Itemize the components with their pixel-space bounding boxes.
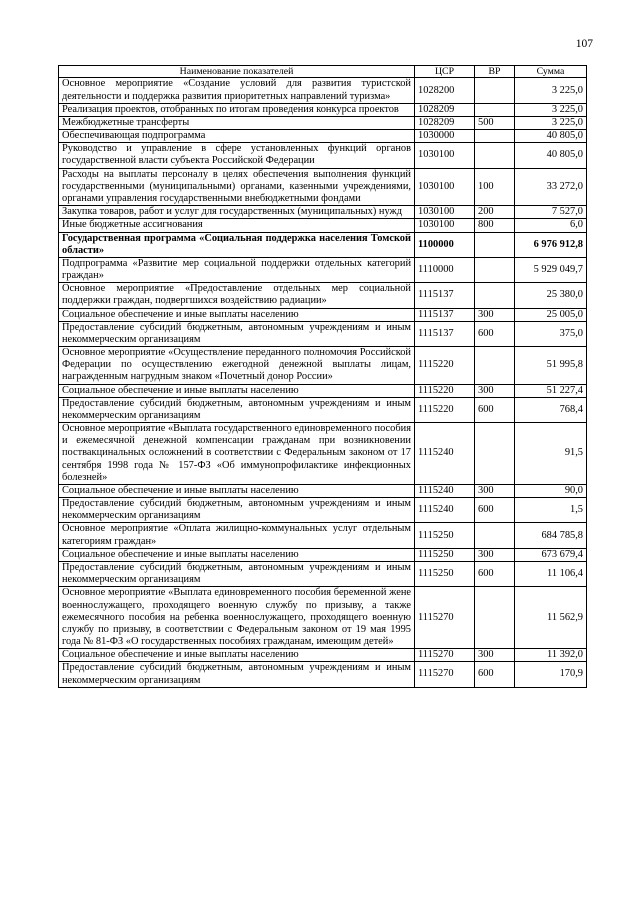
row-vr-cell xyxy=(475,130,515,143)
row-vr-cell: 500 xyxy=(475,116,515,129)
row-name-cell: Государственная программа «Социальная поддержка населения Томской области» xyxy=(59,232,415,257)
row-name-cell: Социальное обеспечение и иные выплаты населению xyxy=(59,484,415,497)
row-sum-cell: 3 225,0 xyxy=(515,78,587,103)
row-vr-cell: 100 xyxy=(475,168,515,206)
table-row xyxy=(59,347,587,385)
row-name-cell: Предоставление субсидий бюджетным, автономным учреждениям и иным некоммерческим организациям xyxy=(59,498,415,523)
table-row xyxy=(59,78,587,103)
row-vr-cell xyxy=(475,587,515,649)
row-sum-cell: 91,5 xyxy=(515,423,587,485)
row-vr-cell xyxy=(475,423,515,485)
row-vr-cell: 600 xyxy=(475,397,515,422)
row-csr-cell: 1115137 xyxy=(415,308,475,321)
row-csr-cell: 1028200 xyxy=(415,78,475,103)
row-csr-cell: 1028209 xyxy=(415,103,475,116)
row-sum-cell: 170,9 xyxy=(515,662,587,687)
row-name-cell: Предоставление субсидий бюджетным, автономным учреждениям и иным некоммерческим организациям xyxy=(59,321,415,346)
row-sum-cell: 3 225,0 xyxy=(515,116,587,129)
row-name-cell: Основное мероприятие «Оплата жилищно-коммунальных услуг отдельным категориям граждан» xyxy=(59,523,415,548)
page-number: 107 xyxy=(575,38,593,50)
row-vr-cell: 200 xyxy=(475,206,515,219)
row-sum-cell: 3 225,0 xyxy=(515,103,587,116)
row-csr-cell: 1115250 xyxy=(415,548,475,561)
row-csr-cell: 1030100 xyxy=(415,143,475,168)
row-csr-cell: 1115240 xyxy=(415,423,475,485)
table-row xyxy=(59,649,587,662)
row-sum-cell: 6,0 xyxy=(515,219,587,232)
row-name-cell: Основное мероприятие «Создание условий для развития туристской деятельности и поддержка развития приоритетных направлений туризма» xyxy=(59,78,415,103)
row-vr-cell xyxy=(475,143,515,168)
row-csr-cell: 1110000 xyxy=(415,257,475,282)
table-row xyxy=(59,384,587,397)
row-csr-cell: 1115240 xyxy=(415,498,475,523)
row-sum-cell: 1,5 xyxy=(515,498,587,523)
row-vr-cell: 800 xyxy=(475,219,515,232)
row-name-cell: Реализация проектов, отобранных по итогам проведения конкурса проектов xyxy=(59,103,415,116)
row-name-cell: Основное мероприятие «Предоставление отдельных мер социальной поддержки граждан, подвергшихся воздействию радиации» xyxy=(59,283,415,308)
row-vr-cell: 600 xyxy=(475,321,515,346)
row-csr-cell: 1115270 xyxy=(415,587,475,649)
row-vr-cell: 300 xyxy=(475,649,515,662)
row-name-cell: Предоставление субсидий бюджетным, автономным учреждениям и иным некоммерческим организациям xyxy=(59,397,415,422)
row-vr-cell: 300 xyxy=(475,548,515,561)
row-vr-cell xyxy=(475,103,515,116)
row-name-cell: Предоставление субсидий бюджетным, автономным учреждениям и иным некоммерческим организациям xyxy=(59,561,415,586)
row-sum-cell: 40 805,0 xyxy=(515,143,587,168)
table-row xyxy=(59,523,587,548)
row-vr-cell xyxy=(475,257,515,282)
table-header-row xyxy=(59,66,587,78)
row-vr-cell: 600 xyxy=(475,561,515,586)
row-vr-cell: 600 xyxy=(475,662,515,687)
row-csr-cell: 1115250 xyxy=(415,561,475,586)
table-body xyxy=(59,78,587,687)
row-csr-cell: 1115240 xyxy=(415,484,475,497)
row-sum-cell: 768,4 xyxy=(515,397,587,422)
row-csr-cell: 1115220 xyxy=(415,347,475,385)
header-name: Наименование показателей xyxy=(59,66,415,78)
row-name-cell: Обеспечивающая подпрограмма xyxy=(59,130,415,143)
row-csr-cell: 1100000 xyxy=(415,232,475,257)
row-name-cell: Межбюджетные трансферты xyxy=(59,116,415,129)
table-row xyxy=(59,484,587,497)
row-csr-cell: 1115250 xyxy=(415,523,475,548)
row-name-cell: Расходы на выплаты персоналу в целях обеспечения выполнения функций государственными (муниципальными) органами, казенными учреждениями, органами управления государственными внебюджетными фондами xyxy=(59,168,415,206)
row-sum-cell: 11 106,4 xyxy=(515,561,587,586)
row-csr-cell: 1115270 xyxy=(415,662,475,687)
table-row xyxy=(59,143,587,168)
row-vr-cell: 600 xyxy=(475,498,515,523)
row-sum-cell: 51 995,8 xyxy=(515,347,587,385)
row-csr-cell: 1028209 xyxy=(415,116,475,129)
row-csr-cell: 1115220 xyxy=(415,384,475,397)
table-row xyxy=(59,168,587,206)
row-vr-cell: 300 xyxy=(475,484,515,497)
row-name-cell: Основное мероприятие «Осуществление переданного полномочия Российской Федерации по осуществлению ежегодной денежной выплаты лицам, награжденным нагрудным знаком «Почетный донор России» xyxy=(59,347,415,385)
row-name-cell: Социальное обеспечение и иные выплаты населению xyxy=(59,548,415,561)
row-name-cell: Предоставление субсидий бюджетным, автономным учреждениям и иным некоммерческим организациям xyxy=(59,662,415,687)
row-csr-cell: 1030100 xyxy=(415,168,475,206)
row-sum-cell: 51 227,4 xyxy=(515,384,587,397)
row-name-cell: Социальное обеспечение и иные выплаты населению xyxy=(59,308,415,321)
row-vr-cell xyxy=(475,523,515,548)
table-row xyxy=(59,219,587,232)
header-csr: ЦСР xyxy=(415,66,475,78)
table-row xyxy=(59,130,587,143)
row-csr-cell: 1115137 xyxy=(415,283,475,308)
table-row xyxy=(59,397,587,422)
row-sum-cell: 11 562,9 xyxy=(515,587,587,649)
table-row xyxy=(59,548,587,561)
table-row xyxy=(59,283,587,308)
row-csr-cell: 1115137 xyxy=(415,321,475,346)
row-csr-cell: 1030000 xyxy=(415,130,475,143)
row-vr-cell xyxy=(475,347,515,385)
header-vr: ВР xyxy=(475,66,515,78)
table-row xyxy=(59,257,587,282)
row-vr-cell xyxy=(475,283,515,308)
row-name-cell: Иные бюджетные ассигнования xyxy=(59,219,415,232)
table-row xyxy=(59,498,587,523)
row-name-cell: Основное мероприятие «Выплата единовременного пособия беременной жене военнослужащего, проходящего военную службу по призыву, а также ежемесячного пособия на ребенка военнослужащего, проходящего военную службу по призыву, в соответствии с Федеральным законом от 19 мая 1995 года № 81-ФЗ «О государственных пособиях гражданам, имеющим детей» xyxy=(59,587,415,649)
row-name-cell: Закупка товаров, работ и услуг для государственных (муниципальных) нужд xyxy=(59,206,415,219)
budget-table xyxy=(58,65,587,688)
row-csr-cell: 1030100 xyxy=(415,219,475,232)
row-vr-cell xyxy=(475,78,515,103)
table-row xyxy=(59,232,587,257)
row-csr-cell: 1030100 xyxy=(415,206,475,219)
header-sum: Сумма xyxy=(515,66,587,78)
table-row xyxy=(59,103,587,116)
row-sum-cell: 33 272,0 xyxy=(515,168,587,206)
table-row xyxy=(59,587,587,649)
row-sum-cell: 7 527,0 xyxy=(515,206,587,219)
row-csr-cell: 1115270 xyxy=(415,649,475,662)
table-row xyxy=(59,206,587,219)
row-sum-cell: 90,0 xyxy=(515,484,587,497)
row-sum-cell: 6 976 912,8 xyxy=(515,232,587,257)
row-vr-cell: 300 xyxy=(475,384,515,397)
table-row xyxy=(59,561,587,586)
row-csr-cell: 1115220 xyxy=(415,397,475,422)
row-name-cell: Основное мероприятие «Выплата государственного единовременного пособия и ежемесячной денежной компенсации гражданам при возникновении поствакцинальных осложнений в соответствии с Федеральным законом от 17 сентября 1998 года № 157-ФЗ «Об иммунопрофилактике инфекционных болезней» xyxy=(59,423,415,485)
table-row xyxy=(59,423,587,485)
row-sum-cell: 375,0 xyxy=(515,321,587,346)
row-sum-cell: 25 005,0 xyxy=(515,308,587,321)
table-row xyxy=(59,308,587,321)
row-name-cell: Руководство и управление в сфере установленных функций органов государственной власти субъекта Российской Федерации xyxy=(59,143,415,168)
row-name-cell: Подпрограмма «Развитие мер социальной поддержки отдельных категорий граждан» xyxy=(59,257,415,282)
row-sum-cell: 684 785,8 xyxy=(515,523,587,548)
table-row xyxy=(59,321,587,346)
row-vr-cell: 300 xyxy=(475,308,515,321)
row-sum-cell: 673 679,4 xyxy=(515,548,587,561)
row-vr-cell xyxy=(475,232,515,257)
row-name-cell: Социальное обеспечение и иные выплаты населению xyxy=(59,649,415,662)
table-row xyxy=(59,662,587,687)
row-sum-cell: 25 380,0 xyxy=(515,283,587,308)
table-row xyxy=(59,116,587,129)
row-name-cell: Социальное обеспечение и иные выплаты населению xyxy=(59,384,415,397)
row-sum-cell: 11 392,0 xyxy=(515,649,587,662)
row-sum-cell: 40 805,0 xyxy=(515,130,587,143)
row-sum-cell: 5 929 049,7 xyxy=(515,257,587,282)
